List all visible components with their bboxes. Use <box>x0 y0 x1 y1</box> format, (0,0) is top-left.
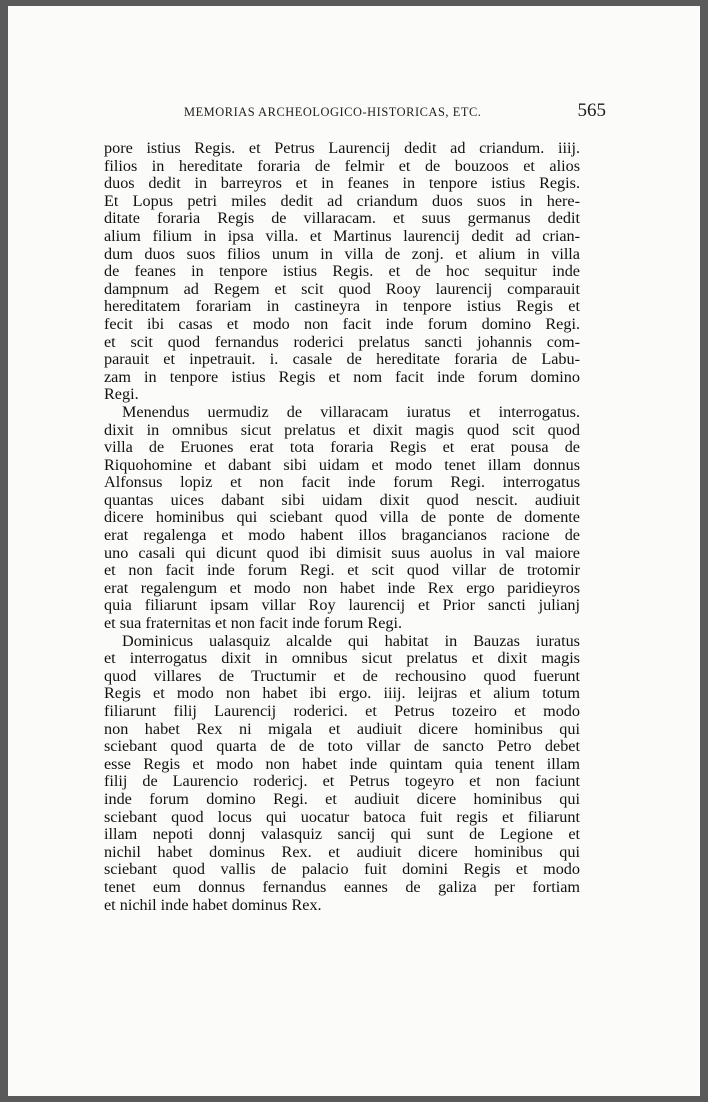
text-line: erat regalengum et modo non habet inde Rex ergo paridieyros <box>104 579 580 597</box>
book-page <box>8 6 700 1096</box>
text-line: quantas uices dabant sibi uidam dixit quod nescit. audiuit <box>104 491 580 509</box>
text-line: filij de Laurencio rodericj. et Petrus togeyro et non faciunt <box>104 773 580 791</box>
text-line: erat regalenga et modo habent illos bragancianos racione de <box>104 527 580 545</box>
text-line: uno casali qui dicunt quod ibi dimisit suus auolus in val maiore <box>104 544 580 562</box>
page-header <box>100 102 608 124</box>
text-line: quia filiarunt ipsam villar Roy laurencij et Prior sancti julianj <box>104 597 580 615</box>
paragraph-end-line: Regi. <box>104 386 139 404</box>
text-line: ditate foraria Regis de villaracam. et suus germanus dedit <box>104 210 580 228</box>
running-head: MEMORIAS ARCHEOLOGICO-HISTORICAS, ETC. <box>184 105 482 119</box>
page-number: 565 <box>577 100 606 121</box>
text-line: pore istius Regis. et Petrus Laurencij dedit ad criandum. iiij. <box>104 140 580 157</box>
text-line: dicere hominibus qui sciebant quod villa de ponte de domente <box>104 509 580 527</box>
text-line: filiarunt filij Laurencij roderici. et Petrus tozeiro et modo <box>104 703 580 720</box>
text-line: sciebant quod locus qui uocatur batoca fuit regis et filiarunt <box>104 808 580 826</box>
text-line: et non facit inde forum Regi. et scit quod villar de trotomir <box>104 562 580 580</box>
text-line: sciebant quod vallis de palacio fuit domini Regis et modo <box>104 861 580 879</box>
text-line: villa de Eruones erat tota foraria Regis et erat pousa de <box>104 439 580 457</box>
text-line: non habet Rex ni migala et audiuit dicere hominibus qui <box>104 720 580 738</box>
text-line: et interrogatus dixit in omnibus sicut prelatus et dixit magis <box>104 650 580 668</box>
text-line: parauit et inpetrauit. i. casale de hereditate foraria de Labu- <box>104 351 580 369</box>
text-line: Et Lopus petri miles dedit ad criandum duos suos in here- <box>104 192 580 210</box>
text-line: inde forum domino Regi. et audiuit dicere hominibus qui <box>104 790 580 808</box>
text-line: esse Regis et modo non habet inde quintam quia tenent illam <box>104 755 580 773</box>
text-line: Alfonsus lopiz et non facit inde forum Regi. interrogatus <box>104 474 580 492</box>
text-line: quod villares de Tructumir et de rechousino quod fuerunt <box>104 667 580 685</box>
text-line: illam nepoti donnj valasquiz sancij qui sunt de Legione et <box>104 826 580 844</box>
paragraph-end-line: et nichil inde habet dominus Rex. <box>104 896 322 914</box>
text-line: filios in hereditate foraria de felmir et de bouzoos et alios <box>104 157 580 175</box>
text-line: Riquohomine et dabant sibi uidam et modo tenet illam donnus <box>104 456 580 474</box>
text-line: tenet eum donnus fernandus eannes de galiza per fortiam <box>104 878 580 896</box>
text-line: de feanes in tenpore istius Regis. et de hoc sequitur inde <box>104 263 580 281</box>
text-line: et scit quod fernandus roderici prelatus sancti johannis com- <box>104 333 580 351</box>
text-line: nichil habet dominus Rex. et audiuit dicere hominibus qui <box>104 843 580 861</box>
text-line: duos dedit in barreyros et in feanes in tenpore istius Regis. <box>104 175 580 193</box>
paragraph-start-line: Menendus uermudiz de villaracam iuratus et interrogatus. <box>122 403 580 421</box>
text-line: dampnum ad Regem et scit quod Rooy laurencij comparauit <box>104 280 580 298</box>
text-line: alium filium in ipsa villa. et Martinus laurencij dedit ad crian- <box>104 227 580 245</box>
text-line: dixit in omnibus sicut prelatus et dixit magis quod scit quod <box>104 421 580 439</box>
text-line: zam in tenpore istius Regis et nom facit inde forum domino <box>104 368 580 386</box>
text-line: dum duos suos filios unum in villa de zonj. et alium in villa <box>104 245 580 263</box>
paragraph-start-line: Dominicus ualasquiz alcalde qui habitat in Bauzas iuratus <box>122 632 580 650</box>
body-text <box>104 140 580 914</box>
text-line: Regis et modo non habet ibi ergo. iiij. leijras et alium totum <box>104 685 580 703</box>
paragraph-end-line: et sua fraternitas et non facit inde forum Regi. <box>104 615 403 633</box>
text-line: fecit ibi casas et modo non facit inde forum domino Regi. <box>104 315 580 333</box>
text-line: hereditatem forariam in castineyra in tenpore istius Regis et <box>104 298 580 316</box>
text-line: sciebant quod quarta de de toto villar de sancto Petro debet <box>104 738 580 756</box>
